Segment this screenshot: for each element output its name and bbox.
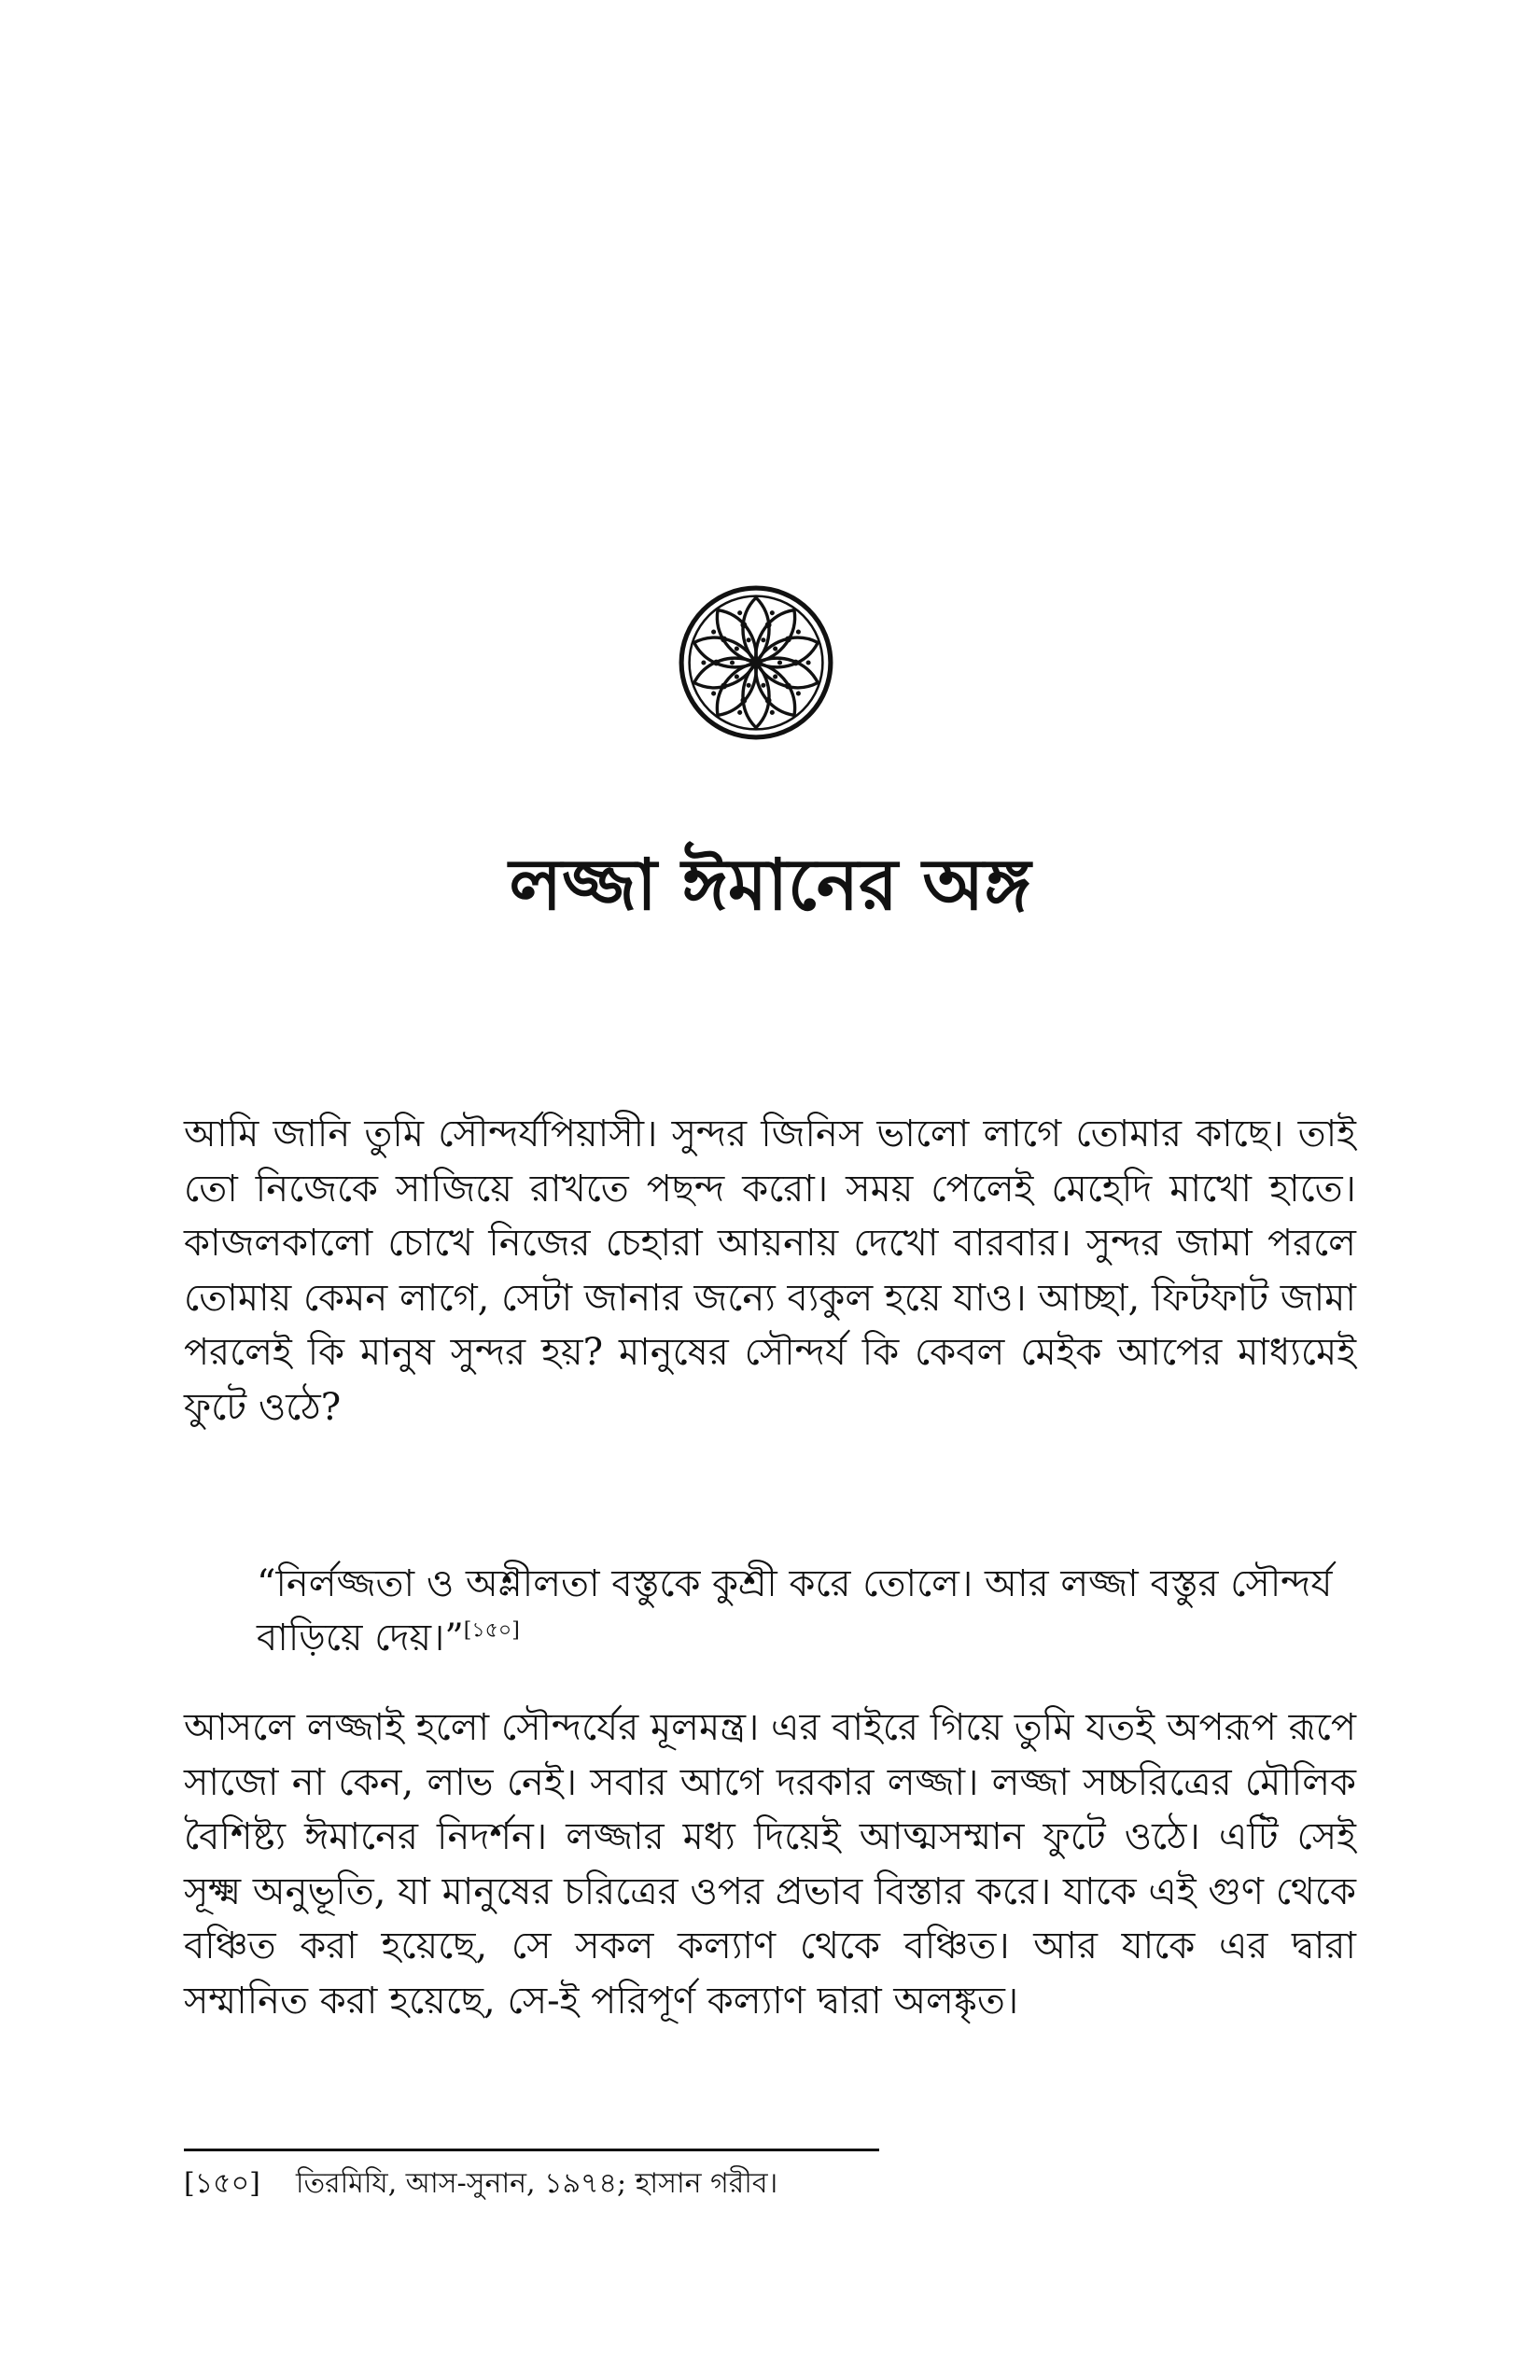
quote-text: “নির্লজ্জতা ও অশ্লীলতা বস্তুকে কুশ্রী করে তোলে। আর লজ্জা বস্তুর সৌন্দর্য বাড়িয়ে দেয়।” [257, 1562, 1333, 1659]
rosette-dot [713, 660, 720, 666]
rosette-dot [769, 709, 775, 715]
floral-rosette-icon [677, 583, 835, 742]
rosette-dot [795, 628, 802, 635]
rosette-dot [701, 660, 706, 665]
rosette-dot [795, 690, 802, 696]
rosette-dot [730, 660, 735, 665]
rosette-dot [736, 709, 742, 715]
footnote-reference: [১৫০] [463, 1618, 520, 1643]
rosette-dot [792, 660, 799, 666]
body-paragraph-2: আসলে লজ্জাই হলো সৌন্দর্যের মূলমন্ত্র। এর বাইরে গিয়ে তুমি যতই অপরূপ রূপে সাজো না কেন, লাভ নেই। সবার আগে দরকার লজ্জা। লজ্জা সচ্চরিত্রের মৌলিক বৈশিষ্ট্য ঈমানের নিদর্শন। লজ্জার মধ্য দিয়েই আত্মসম্মান ফুটে ওঠে। এটি সেই সূক্ষ্ম অনুভূতি, যা মানুষের চরিত্রের ওপর প্রভাব বিস্তার করে। যাকে এই গুণ থেকে বঞ্চিত করা হয়েছে, সে সকল কল্যাণ থেকে বঞ্চিত। আর যাকে এর দ্বারা সম্মানিত করা হয়েছে, সে-ই পরিপূর্ণ কল্যাণ দ্বারা অলঙ্কৃত। [184, 1706, 1356, 2023]
chapter-title: লজ্জা ঈমানের অঙ্গ [509, 843, 1031, 926]
body-paragraph-1: আমি জানি তুমি সৌন্দর্যপিয়াসী। সুন্দর জিনিস ভালো লাগে তোমার কাছে। তাই তো নিজেকে সাজিয়ে রাখতে পছন্দ করো। সময় পেলেই মেহেদি মাখো হাতে। কাজলকালো চোখে নিজের চেহারা আয়নায় দেখো বারবার। সুন্দর জামা পরলে তোমায় কেমন লাগে, সেটা জানার জন্যে ব্যকুল হয়ে যাও। আচ্ছা, ফিটফাট জামা পরলেই কি মানুষ সুন্দর হয়? মানুষের সৌন্দর্য কি কেবল মেইক আপের মাধ্যমেই ফুটে ওঠে? [184, 1113, 1356, 1429]
rosette-dot [746, 637, 751, 643]
footnote-text: তিরমিযি, আস-সুনান, ১৯৭৪; হাসান গরীব। [296, 2167, 778, 2200]
rosette-dot [777, 660, 782, 665]
footnote [184, 2163, 1356, 2205]
rosette-dot [806, 660, 811, 665]
footnote-mark: [১৫০] [184, 2167, 260, 2200]
rosette-dot [769, 609, 775, 615]
rosette-dot [761, 682, 766, 688]
rosette-dot [710, 628, 717, 635]
rosette-dot [761, 637, 766, 643]
rosette-dot [746, 682, 751, 688]
rosette-dot [710, 690, 717, 696]
footnote-divider [184, 2149, 879, 2151]
rosette-dot [736, 609, 742, 615]
hadith-quote [257, 1557, 1358, 1665]
